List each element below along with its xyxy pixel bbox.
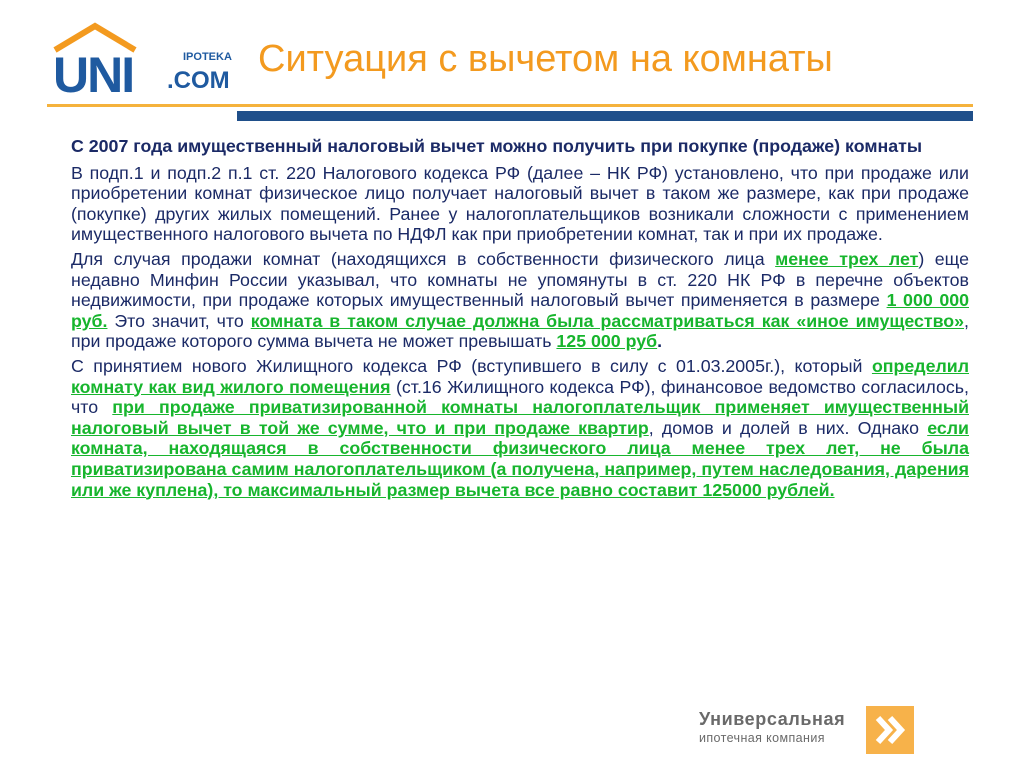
footer-company-name <box>699 708 845 746</box>
highlight-room-definition: определил комнату как вид жилого помещения <box>71 355 969 397</box>
footer-line-2: ипотечная компания <box>699 731 825 745</box>
footer-line-1: Универсальная <box>699 709 846 729</box>
header-rule-blue <box>237 111 973 121</box>
paragraph-2-text-1: Для случая продажи комнат (находящихся в собственности физического лица <box>71 248 776 269</box>
highlight-other-property: комната в таком случае должна была рассматриваться как «иное имущество» <box>250 310 965 331</box>
header-rule-orange <box>47 104 973 107</box>
paragraph-2-text-2: ) еще недавно Минфин России указывал, что комнаты не упомянуты в ст. 220 НК РФ в перечне объектов недвижимости, при продаже которых имущественный налоговый вычет применяется в размере <box>71 248 970 311</box>
paragraph-3 <box>71 356 969 500</box>
paragraph-1: В подп.1 и подп.2 п.1 ст. 220 Налогового кодекса РФ (далее – НК РФ) установлено, что при продаже или приобретении комнат физическое лицо получает налоговый вычет в таком же размере, как при продаже (покупке) других жилых помещений. Ранее у налогоплательщиков возникали сложности с применением имущественного налогового вычета по НДФЛ как при приобретении комнат, так и при их продаже. <box>71 162 969 245</box>
paragraph-2-text-4: , при продаже которого сумма вычета не может превышать <box>71 310 969 352</box>
paragraph-3-text-2: (ст.16 Жилищного кодекса РФ), финансовое ведомство согласилось, что <box>71 376 969 418</box>
highlight-privatized-room: при продаже приватизированной комнаты налогоплательщик применяет имущественный налоговый вычет в той же сумме, что и при продаже квартир <box>71 397 969 438</box>
paragraph-2-text-5: . <box>657 331 663 352</box>
highlight-one-million: 1 000 000 руб. <box>71 290 969 331</box>
company-logo[interactable] <box>47 12 237 104</box>
paragraph-3-text-1: С принятием нового Жилищного кодекса РФ (вступившего в силу с 01.03.2005г.), который <box>71 355 872 376</box>
paragraph-2 <box>71 249 969 352</box>
logo-small-text: IPOTEKA <box>183 51 232 63</box>
lead-paragraph: С 2007 года имущественный налоговый вычет можно получить при покупке (продаже) комнаты <box>71 136 923 156</box>
logo-domain-text: .COM <box>167 67 230 94</box>
paragraph-2-text-3: Это значит, что <box>107 310 251 331</box>
page-title: Ситуация с вычетом на комнаты <box>258 38 833 80</box>
logo-main-text: UNI <box>53 47 134 103</box>
paragraph-3-text-3: , домов и долей в них. Однако <box>648 417 928 438</box>
house-logo-icon <box>47 12 237 104</box>
highlight-125000: 125 000 руб <box>556 331 658 352</box>
highlight-less-than-three-years: менее трех лет <box>775 248 919 269</box>
slide-body <box>71 136 969 504</box>
highlight-max-deduction: если комната, находящаяся в собственности физического лица менее трех лет, не была приватизирована самим налогоплательщиком (а получена, например, путем наследования, дарения или же куплена), то максимальный размер вычета все равно составит 125000 рублей. <box>71 417 969 500</box>
double-chevron-right-icon <box>866 706 914 754</box>
